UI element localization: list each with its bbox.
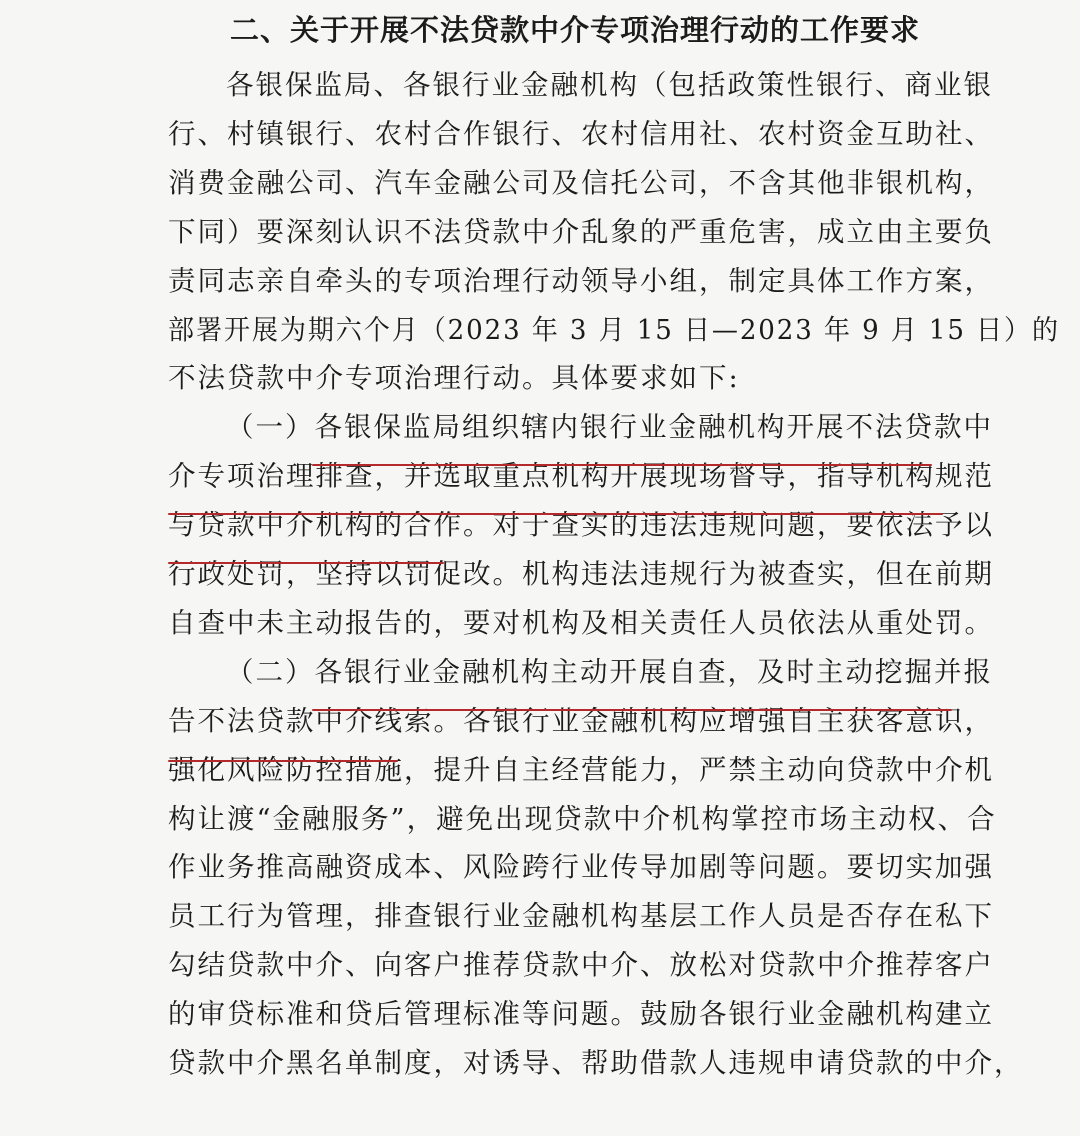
text-line: 贷款中介黑名单制度，对诱导、帮助借款人违规申请贷款的中介， — [168, 1047, 1024, 1079]
red-underline — [168, 562, 444, 564]
text-line: 不法贷款中介专项治理行动。具体要求如下: — [168, 362, 740, 395]
text-line: 责同志亲自牵头的专项治理行动领导小组，制定具体工作方案， — [168, 264, 994, 297]
red-underline — [168, 513, 943, 515]
text-line: 作业务推高融资成本、风险跨行业传导加剧等问题。要切实加强 — [168, 851, 994, 884]
section-heading: 二、关于开展不法贷款中介专项治理行动的工作要求 — [230, 13, 921, 47]
text-line: 的审贷标准和贷后管理标准等问题。鼓励各银行业金融机构建立 — [168, 998, 994, 1031]
text-line: 行政处罚，坚持以罚促改。机构违法违规行为被查实，但在前期 — [168, 558, 994, 590]
text-line: 消费金融公司、汽车金融公司及信托公司，不含其他非银机构， — [168, 166, 994, 199]
red-underline — [312, 709, 952, 711]
text-line: 各银保监局、各银行业金融机构（包括政策性银行、商业银 — [226, 69, 993, 101]
text-line: （二）各银行业金融机构主动开展自查，及时主动挖掘并报 — [226, 655, 993, 688]
text-line: 告不法贷款中介线索。各银行业金融机构应增强自主获客意识， — [168, 704, 994, 737]
text-line: 员工行为管理，排查银行业金融机构基层工作人员是否存在私下 — [168, 900, 994, 933]
text-line: 勾结贷款中介、向客户推荐贷款中介、放松对贷款中介推荐客户 — [168, 949, 994, 982]
text-line: 强化风险防控措施，提升自主经营能力，严禁主动向贷款中介机 — [168, 753, 994, 786]
text-line: 介专项治理排查，并选取重点机构开展现场督导，指导机构规范 — [168, 460, 994, 493]
text-line: （一）各银保监局组织辖内银行业金融机构开展不法贷款中 — [226, 411, 993, 444]
text-line: 部署开展为期六个月（2023 年 3 月 15 日—2023 年 9 月 15 日）的 — [168, 313, 1060, 346]
text-line: 下同）要深刻认识不法贷款中介乱象的严重危害，成立由主要负 — [168, 215, 994, 248]
text-line: 构让渡“金融服务”，避免出现贷款中介机构掌控市场主动权、合 — [168, 802, 997, 835]
red-underline — [312, 464, 932, 466]
text-line: 行、村镇银行、农村合作银行、农村信用社、农村资金互助社、 — [168, 117, 994, 150]
text-line: 自查中未主动报告的，要对机构及相关责任人员依法从重处罚。 — [168, 606, 994, 639]
red-underline — [168, 760, 398, 762]
text-line: 与贷款中介机构的合作。对于查实的违法违规问题，要依法予以 — [168, 509, 994, 542]
